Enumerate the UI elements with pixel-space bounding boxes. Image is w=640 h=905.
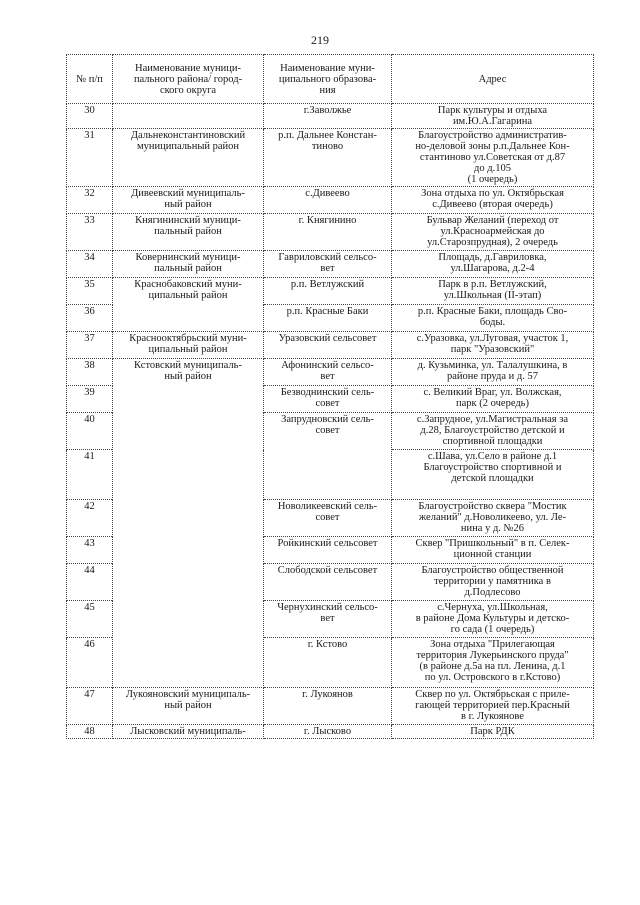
subdivision-cell: Безводнинский сель- совет — [264, 386, 392, 413]
row-number-cell: 32 — [67, 187, 113, 214]
row-number-cell: 40 — [67, 413, 113, 450]
row-number-cell: 34 — [67, 251, 113, 278]
address-cell: с.Шава, ул.Село в районе д.1 Благоустройство спортивной и детской площадки — [392, 450, 594, 500]
subdivision-cell: Запрудновский сель- совет — [264, 413, 392, 500]
subdivision-cell: Новоликеевский сель- совет — [264, 500, 392, 537]
municipality-cell: Краснооктябрьский муни- ципальный район — [113, 332, 264, 359]
table-header-row — [67, 55, 594, 104]
address-cell: с.Запрудное, ул.Магистральная за д.28, Благоустройство детской и спортивной площадки — [392, 413, 594, 450]
row-number-cell: 36 — [67, 305, 113, 332]
table-row — [67, 104, 594, 129]
subdivision-cell: г.Заволжье — [264, 104, 392, 129]
row-number-cell: 38 — [67, 359, 113, 386]
row-number-cell: 47 — [67, 688, 113, 725]
address-cell: Сквер "Пришкольный" в п. Селек- ционной станции — [392, 537, 594, 564]
address-cell: д. Кузьминка, ул. Талалушкина, в районе пруда и д. 57 — [392, 359, 594, 386]
subdivision-cell: Слободской сельсовет — [264, 564, 392, 601]
municipality-cell: Дивеевский муниципаль- ный район — [113, 187, 264, 214]
table-row — [67, 214, 594, 251]
row-number-cell: 43 — [67, 537, 113, 564]
table-row — [67, 359, 594, 386]
table-row — [67, 129, 594, 187]
address-cell: Благоустройство общественной территории у памятника в д.Подлесово — [392, 564, 594, 601]
row-number-cell: 46 — [67, 638, 113, 688]
subdivision-cell: р.п. Дальнее Констан- тиново — [264, 129, 392, 187]
address-cell: Зона отдыха "Прилегающая территория Лукерьинского пруда" (в районе д.5а на пл. Ленина, д.1 по ул. Островского в г.Кстово) — [392, 638, 594, 688]
address-cell: Бульвар Желаний (переход от ул.Красноармейская до ул.Старозпрудная), 2 очередь — [392, 214, 594, 251]
row-number-cell: 42 — [67, 500, 113, 537]
page-number: 219 — [311, 33, 329, 47]
address-cell: Благоустройство административ- но-деловой зоны р.п.Дальнее Кон- стантиново ул.Советская от д.87 до д.105 (1 очередь) — [392, 129, 594, 187]
row-number-cell: 45 — [67, 601, 113, 638]
municipality-cell: Краснобаковский муни- ципальный район — [113, 278, 264, 332]
row-number-cell: 39 — [67, 386, 113, 413]
address-cell: Сквер по ул. Октябрьская с приле- гающей территорией пер.Красный в г. Лукоянове — [392, 688, 594, 725]
table-row — [67, 332, 594, 359]
registry-table — [66, 54, 594, 739]
table-row — [67, 688, 594, 725]
subdivision-cell: Гавриловский сельсо- вет — [264, 251, 392, 278]
subdivision-cell: р.п. Красные Баки — [264, 305, 392, 332]
table-row — [67, 187, 594, 214]
address-cell: Площадь, д.Гавриловка, ул.Шагарова, д.2-4 — [392, 251, 594, 278]
address-cell: Благоустройство сквера "Мостик желаний" д.Новоликеево, ул. Ле- нина у д. №26 — [392, 500, 594, 537]
header-municipality: Наименование муници- пального района/ город- ского округа — [113, 55, 264, 104]
row-number-cell: 48 — [67, 725, 113, 739]
subdivision-cell: р.п. Ветлужский — [264, 278, 392, 305]
subdivision-cell: Ройкинский сельсовет — [264, 537, 392, 564]
address-cell: Зона отдыха по ул. Октябрьская с.Дивеево (вторая очередь) — [392, 187, 594, 214]
row-number-cell: 44 — [67, 564, 113, 601]
table-row — [67, 278, 594, 305]
subdivision-cell: Уразовский сельсовет — [264, 332, 392, 359]
header-address: Адрес — [392, 55, 594, 104]
subdivision-cell: Чернухинский сельсо- вет — [264, 601, 392, 638]
subdivision-cell: Афонинский сельсо- вет — [264, 359, 392, 386]
address-cell: с. Великий Враг, ул. Волжская, парк (2 очередь) — [392, 386, 594, 413]
address-cell: с.Уразовка, ул.Луговая, участок 1, парк "Уразовский" — [392, 332, 594, 359]
municipality-cell: Дальнеконстантиновский муниципальный район — [113, 129, 264, 187]
row-number-cell: 37 — [67, 332, 113, 359]
address-cell: р.п. Красные Баки, площадь Сво- боды. — [392, 305, 594, 332]
table-row — [67, 251, 594, 278]
subdivision-cell: г. Лысково — [264, 725, 392, 739]
municipality-cell — [113, 104, 264, 129]
row-number-cell: 31 — [67, 129, 113, 187]
header-subdivision: Наименование муни- ципального образова- ния — [264, 55, 392, 104]
row-number-cell: 41 — [67, 450, 113, 500]
municipality-cell: Кстовский муниципаль- ный район — [113, 359, 264, 688]
municipality-cell: Лукояновский муниципаль- ный район — [113, 688, 264, 725]
subdivision-cell: г. Кстово — [264, 638, 392, 688]
subdivision-cell: г. Княгинино — [264, 214, 392, 251]
subdivision-cell: г. Лукоянов — [264, 688, 392, 725]
address-cell: Парк РДК — [392, 725, 594, 739]
header-num: № п/п — [67, 55, 113, 104]
address-cell: Парк в р.п. Ветлужский, ул.Школьная (II-этап) — [392, 278, 594, 305]
subdivision-cell: с.Дивеево — [264, 187, 392, 214]
municipality-cell: Лысковский муниципаль- — [113, 725, 264, 739]
table-row — [67, 725, 594, 739]
address-cell: Парк культуры и отдыха им.Ю.А.Гагарина — [392, 104, 594, 129]
row-number-cell: 33 — [67, 214, 113, 251]
row-number-cell: 35 — [67, 278, 113, 305]
address-cell: с.Чернуха, ул.Школьная, в районе Дома Культуры и детско- го сада (1 очередь) — [392, 601, 594, 638]
row-number-cell: 30 — [67, 104, 113, 129]
municipality-cell: Ковернинский муници- пальный район — [113, 251, 264, 278]
municipality-cell: Княгининский муници- пальный район — [113, 214, 264, 251]
